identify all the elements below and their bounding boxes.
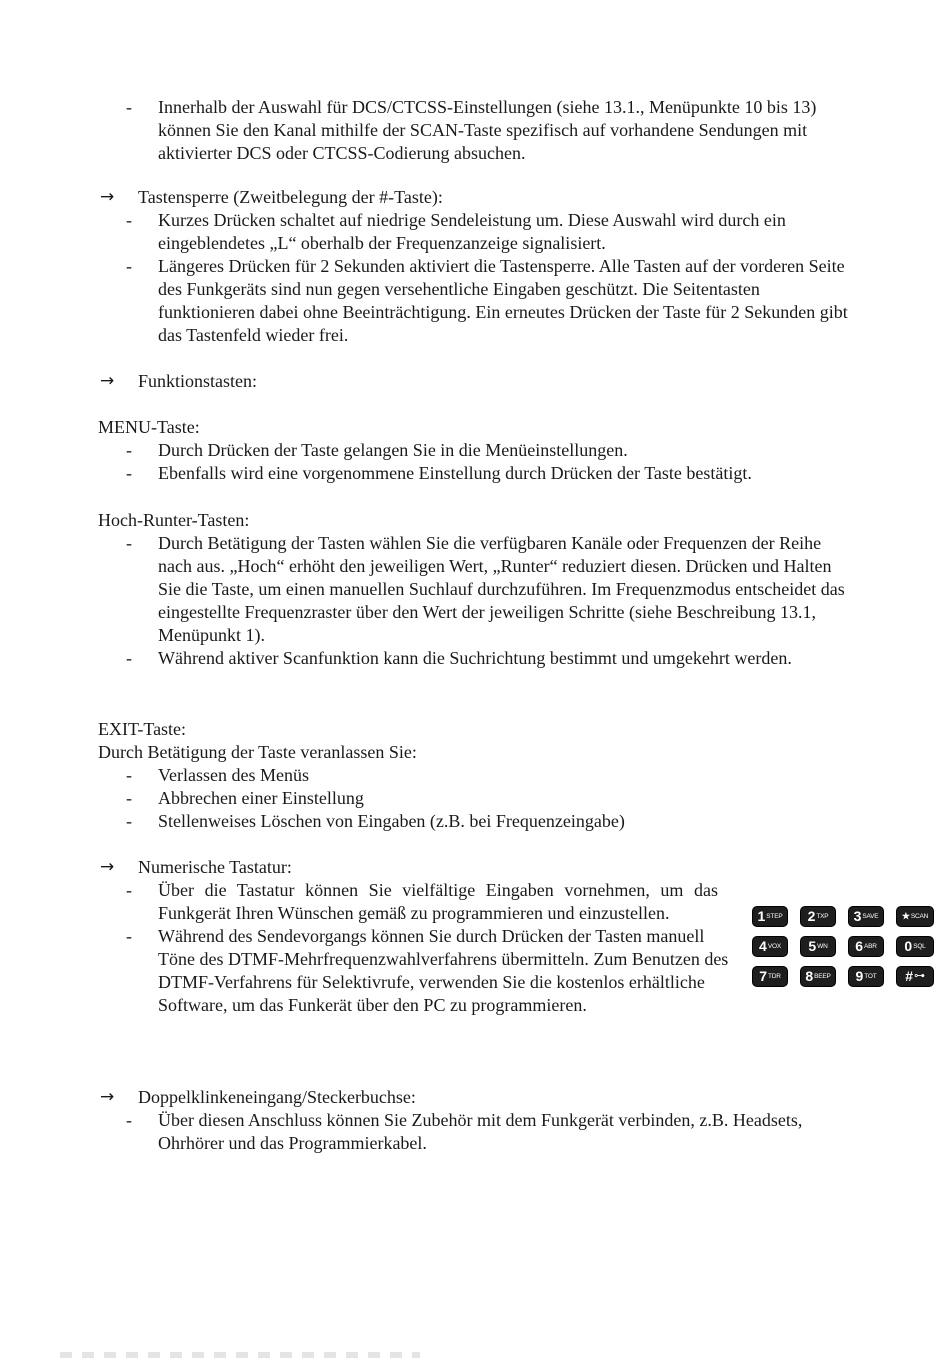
list-item-text: Während aktiver Scanfunktion kann die Suchrichtung bestimmt und umgekehrt werden.	[158, 648, 792, 668]
key-4-vox: 4 VOX	[752, 936, 788, 957]
exit-key-section	[98, 718, 858, 833]
list-item	[98, 1109, 858, 1155]
heading-text: Doppelklinkeneingang/Steckerbuchse:	[138, 1087, 416, 1107]
heading-text: Numerische Tastatur:	[138, 857, 292, 877]
list-item	[98, 209, 858, 255]
dash-bullet: -	[126, 648, 132, 668]
key-0-sql: 0 SQL	[896, 936, 934, 957]
dash-bullet: -	[126, 1110, 132, 1130]
list-item	[98, 925, 738, 1017]
dash-bullet: -	[126, 788, 132, 808]
list-item-text: Kurzes Drücken schaltet auf niedrige Sendeleistung um. Diese Auswahl wird durch ein eingeblendetes „L“ oberhalb der Frequenzanzeige signalisiert.	[158, 210, 786, 253]
dash-bullet: -	[126, 97, 132, 117]
key-7-tdr: 7 TDR	[752, 966, 788, 987]
section-heading	[98, 1086, 858, 1109]
arrow-right-icon: →	[100, 857, 115, 877]
function-keys-section	[98, 370, 858, 393]
list-item	[98, 787, 858, 810]
key-1-step: 1 STEP	[752, 906, 788, 927]
key-lock-icon: ⊶	[913, 970, 925, 982]
key-3-save: 3 SAVE	[848, 906, 884, 927]
list-item-text: Ebenfalls wird eine vorgenommene Einstellung durch Drücken der Taste bestätigt.	[158, 463, 752, 483]
dash-bullet: -	[126, 440, 132, 460]
keypad-row	[752, 936, 934, 957]
section-heading	[98, 186, 858, 209]
dash-bullet: -	[126, 880, 132, 900]
arrow-right-icon: →	[100, 371, 115, 391]
dash-bullet: -	[126, 256, 132, 276]
section-heading	[98, 856, 738, 879]
list-item	[98, 764, 858, 787]
lock-section	[98, 186, 858, 347]
key-9-tot: 9 TOT	[848, 966, 884, 987]
key-hash-lock: # ⊶	[896, 966, 934, 987]
list-item-text: Abbrechen einer Einstellung	[158, 788, 364, 808]
heading-text: Funktionstasten:	[138, 371, 258, 391]
keypad-row	[752, 906, 934, 927]
list-item	[98, 255, 858, 347]
list-item-text: Stellenweises Löschen von Eingaben (z.B. bei Frequenzeingabe)	[158, 811, 625, 831]
key-5-wn: 5 WN	[800, 936, 836, 957]
list-item	[98, 879, 718, 925]
list-item-text: Längeres Drücken für 2 Sekunden aktiviert die Tastensperre. Alle Tasten auf der vorderen Seite des Funkgeräts sind nun gegen versehentliche Eingaben geschützt. Die Seitentasten funktionieren dabei ohne Beeinträchtigung. Ein erneutes Drücken der Taste für 2 Sekunden gibt das Tastenfeld wieder frei.	[158, 256, 848, 345]
list-item	[98, 647, 858, 670]
list-item-text: Durch Drücken der Taste gelangen Sie in die Menüeinstellungen.	[158, 440, 628, 460]
list-item	[98, 462, 858, 485]
list-item	[98, 96, 838, 165]
subsection-title: Hoch-Runter-Tasten:	[98, 510, 250, 530]
list-item-text: Während des Sendevorgangs können Sie durch Drücken der Tasten manuell Töne des DTMF-Mehrfrequenzwahlverfahrens übermitteln. Zum Benutzen des DTMF-Verfahrens für Selektivrufe, verwenden Sie die kostenlos erhältliche Software, um das Funkerät über den PC zu programmieren.	[158, 926, 729, 1015]
list-item	[98, 439, 858, 462]
dash-bullet: -	[126, 926, 132, 946]
updown-keys-section	[98, 509, 858, 670]
list-item-text: Über die Tastatur können Sie vielfältige Eingaben vornehmen, um das Funkgerät Ihren Wünschen gemäß zu programmieren und einzustellen.	[158, 880, 718, 923]
key-star-scan: ★ SCAN	[896, 906, 934, 927]
faint-footer-text	[60, 1352, 420, 1358]
heading-text: Tastensperre (Zweitbelegung der #-Taste):	[138, 187, 443, 207]
intro-list	[98, 96, 838, 165]
dash-bullet: -	[126, 210, 132, 230]
dash-bullet: -	[126, 765, 132, 785]
subsection-intro: Durch Betätigung der Taste veranlassen Sie:	[98, 742, 417, 762]
key-6-abr: 6 ABR	[848, 936, 884, 957]
keypad-illustration	[752, 906, 934, 996]
dash-bullet: -	[126, 463, 132, 483]
menu-key-section	[98, 416, 858, 485]
arrow-right-icon: →	[100, 187, 115, 207]
dash-bullet: -	[126, 533, 132, 553]
key-2-txp: 2 TXP	[800, 906, 836, 927]
list-item-text: Über diesen Anschluss können Sie Zubehör mit dem Funkgerät verbinden, z.B. Headsets, Ohrhörer und das Programmierkabel.	[158, 1110, 803, 1153]
jack-section	[98, 1086, 858, 1155]
subsection-title: MENU-Taste:	[98, 417, 200, 437]
list-item	[98, 810, 858, 833]
key-8-beep: 8 BEEP	[800, 966, 836, 987]
section-heading	[98, 370, 858, 393]
list-item-text: Durch Betätigung der Tasten wählen Sie die verfügbaren Kanäle oder Frequenzen der Reihe nach aus. „Hoch“ erhöht den jeweiligen Wert, „Runter“ reduziert diesen. Drücken und Halten Sie die Taste, um einen manuellen Suchlauf durchzuführen. Im Frequenzmodus entscheidet das eingestellte Frequenzraster über den Wert der jeweiligen Schritte (siehe Beschreibung 13.1, Menüpunkt 1).	[158, 533, 845, 645]
list-item	[98, 532, 858, 647]
keypad-row	[752, 966, 934, 987]
list-item-text: Verlassen des Menüs	[158, 765, 309, 785]
keypad-section	[98, 856, 738, 1017]
list-item-text: Innerhalb der Auswahl für DCS/CTCSS-Einstellungen (siehe 13.1., Menüpunkte 10 bis 13) können Sie den Kanal mithilfe der SCAN-Taste spezifisch auf vorhandene Sendungen mit aktivierter DCS oder CTCSS-Codierung absuchen.	[158, 97, 817, 163]
arrow-right-icon: →	[100, 1087, 115, 1107]
subsection-title: EXIT-Taste:	[98, 719, 187, 739]
dash-bullet: -	[126, 811, 132, 831]
